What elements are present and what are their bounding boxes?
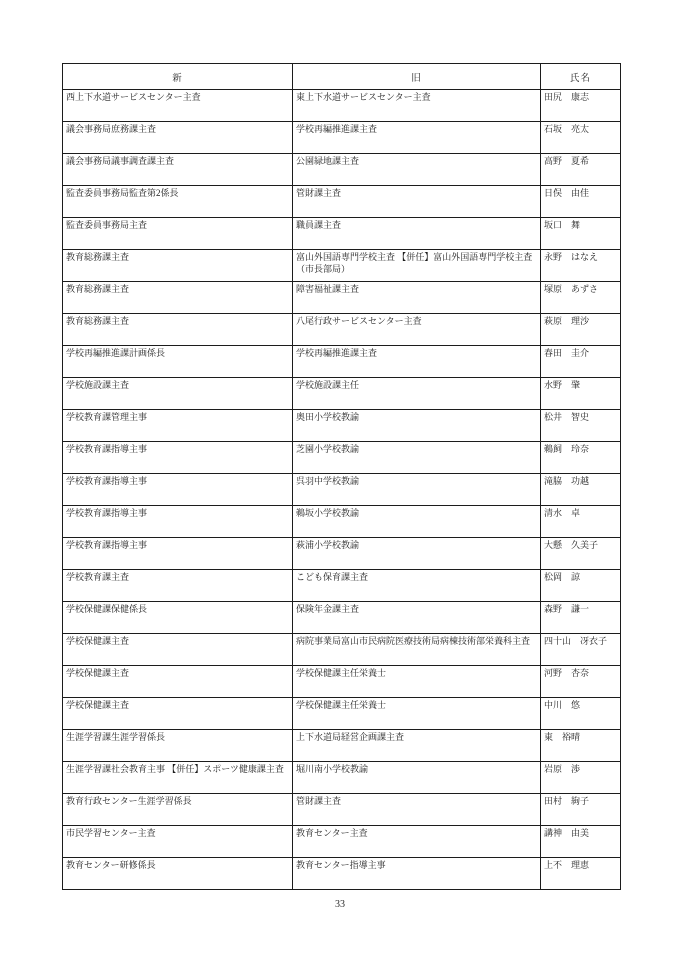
table-row: [63, 314, 621, 346]
table-row: [63, 90, 621, 122]
cell-name: 田尻 康志: [541, 90, 621, 122]
cell-new-position: 学校再編推進課計画係長: [63, 346, 293, 378]
cell-new-position: 教育センター研修係長: [63, 858, 293, 890]
cell-new-position: 監査委員事務局主査: [63, 218, 293, 250]
cell-name: 鵜飼 玲奈: [541, 442, 621, 474]
cell-old-position: 管財課主査: [293, 186, 541, 218]
table-row: [63, 634, 621, 666]
cell-new-position: 学校教育課指導主事: [63, 474, 293, 506]
cell-name: 東 裕晴: [541, 730, 621, 762]
cell-name: 坂口 舞: [541, 218, 621, 250]
cell-new-position: 学校保健課保健係長: [63, 602, 293, 634]
cell-name: 岩原 渉: [541, 762, 621, 794]
cell-name: 四十山 冴衣子: [541, 634, 621, 666]
cell-old-position: 学校再編推進課主査: [293, 122, 541, 154]
table-row: [63, 442, 621, 474]
table-header: [63, 64, 621, 90]
cell-new-position: 生涯学習課社会教育主事 【併任】スポーツ健康課主査: [63, 762, 293, 794]
cell-old-position: 管財課主査: [293, 794, 541, 826]
table-row: [63, 474, 621, 506]
cell-old-position: 保険年金課主査: [293, 602, 541, 634]
cell-name: 塚原 あずさ: [541, 282, 621, 314]
cell-new-position: 市民学習センター主査: [63, 826, 293, 858]
cell-new-position: 教育総務課主査: [63, 282, 293, 314]
header-name: 氏名: [541, 64, 621, 90]
cell-name: 萩原 理沙: [541, 314, 621, 346]
header-row: [63, 64, 621, 90]
cell-name: 松岡 諒: [541, 570, 621, 602]
cell-new-position: 学校教育課指導主事: [63, 506, 293, 538]
cell-old-position: 学校保健課主任栄養士: [293, 666, 541, 698]
cell-new-position: 学校教育課指導主事: [63, 442, 293, 474]
cell-new-position: 学校教育課管理主事: [63, 410, 293, 442]
cell-old-position: 学校保健課主任栄養士: [293, 698, 541, 730]
table-row: [63, 730, 621, 762]
cell-old-position: 萩浦小学校教諭: [293, 538, 541, 570]
cell-new-position: 議会事務局庶務課主査: [63, 122, 293, 154]
table-row: [63, 122, 621, 154]
header-old-position: 旧: [293, 64, 541, 90]
cell-name: 高野 夏希: [541, 154, 621, 186]
table-row: [63, 282, 621, 314]
cell-new-position: 教育総務課主査: [63, 250, 293, 282]
table-row: [63, 794, 621, 826]
cell-name: 田村 絢子: [541, 794, 621, 826]
cell-new-position: 西上下水道サービスセンター主査: [63, 90, 293, 122]
page-number: 33: [335, 899, 345, 910]
personnel-transfer-table: [62, 63, 621, 890]
cell-name: 水野 肇: [541, 378, 621, 410]
cell-name: 河野 杏奈: [541, 666, 621, 698]
cell-old-position: 呉羽中学校教諭: [293, 474, 541, 506]
cell-name: 清水 卓: [541, 506, 621, 538]
table-row: [63, 570, 621, 602]
cell-old-position: 学校再編推進課主査: [293, 346, 541, 378]
cell-old-position: 職員課主査: [293, 218, 541, 250]
cell-name: 滝脇 功越: [541, 474, 621, 506]
table-row: [63, 506, 621, 538]
cell-new-position: 生涯学習課生涯学習係長: [63, 730, 293, 762]
cell-old-position: 公園緑地課主査: [293, 154, 541, 186]
table-row: [63, 698, 621, 730]
cell-name: 永野 はなえ: [541, 250, 621, 282]
cell-new-position: 学校保健課主査: [63, 634, 293, 666]
cell-old-position: 芝園小学校教諭: [293, 442, 541, 474]
cell-new-position: 学校教育課主査: [63, 570, 293, 602]
table-row: [63, 666, 621, 698]
cell-old-position: 鵜坂小学校教諭: [293, 506, 541, 538]
header-new-position: 新: [63, 64, 293, 90]
cell-old-position: 東上下水道サービスセンター主査: [293, 90, 541, 122]
cell-name: 松井 智史: [541, 410, 621, 442]
cell-old-position: 八尾行政サービスセンター主査: [293, 314, 541, 346]
cell-old-position: 奥田小学校教諭: [293, 410, 541, 442]
cell-old-position: 学校施設課主任: [293, 378, 541, 410]
cell-name: 春田 圭介: [541, 346, 621, 378]
cell-name: 講神 由美: [541, 826, 621, 858]
cell-name: 石坂 亮太: [541, 122, 621, 154]
table-row: [63, 602, 621, 634]
cell-old-position: 障害福祉課主査: [293, 282, 541, 314]
cell-new-position: 教育行政センター生涯学習係長: [63, 794, 293, 826]
table-body: [63, 90, 621, 890]
table-row: [63, 378, 621, 410]
cell-new-position: 監査委員事務局監査第2係長: [63, 186, 293, 218]
cell-name: 日俣 由佳: [541, 186, 621, 218]
cell-old-position: こども保育課主査: [293, 570, 541, 602]
table-row: [63, 250, 621, 282]
cell-new-position: 学校保健課主査: [63, 698, 293, 730]
table-row: [63, 154, 621, 186]
table-row: [63, 346, 621, 378]
cell-name: 中川 悠: [541, 698, 621, 730]
cell-old-position: 教育センター指導主事: [293, 858, 541, 890]
cell-name: 上不 理恵: [541, 858, 621, 890]
cell-new-position: 学校保健課主査: [63, 666, 293, 698]
table-row: [63, 538, 621, 570]
cell-old-position: 堀川南小学校教諭: [293, 762, 541, 794]
table-row: [63, 218, 621, 250]
cell-old-position: 教育センター主査: [293, 826, 541, 858]
cell-new-position: 学校施設課主査: [63, 378, 293, 410]
cell-name: 大懸 久美子: [541, 538, 621, 570]
cell-new-position: 学校教育課指導主事: [63, 538, 293, 570]
table-row: [63, 762, 621, 794]
table-row: [63, 826, 621, 858]
table-row: [63, 858, 621, 890]
cell-new-position: 議会事務局議事調査課主査: [63, 154, 293, 186]
cell-old-position: 富山外国語専門学校主査 【併任】富山外国語専門学校主査（市長部局）: [293, 250, 541, 282]
cell-old-position: 上下水道局経営企画課主査: [293, 730, 541, 762]
cell-new-position: 教育総務課主査: [63, 314, 293, 346]
table-row: [63, 410, 621, 442]
cell-name: 森野 謙一: [541, 602, 621, 634]
cell-old-position: 病院事業局富山市民病院医療技術局病棟技術部栄養科主査: [293, 634, 541, 666]
table-row: [63, 186, 621, 218]
